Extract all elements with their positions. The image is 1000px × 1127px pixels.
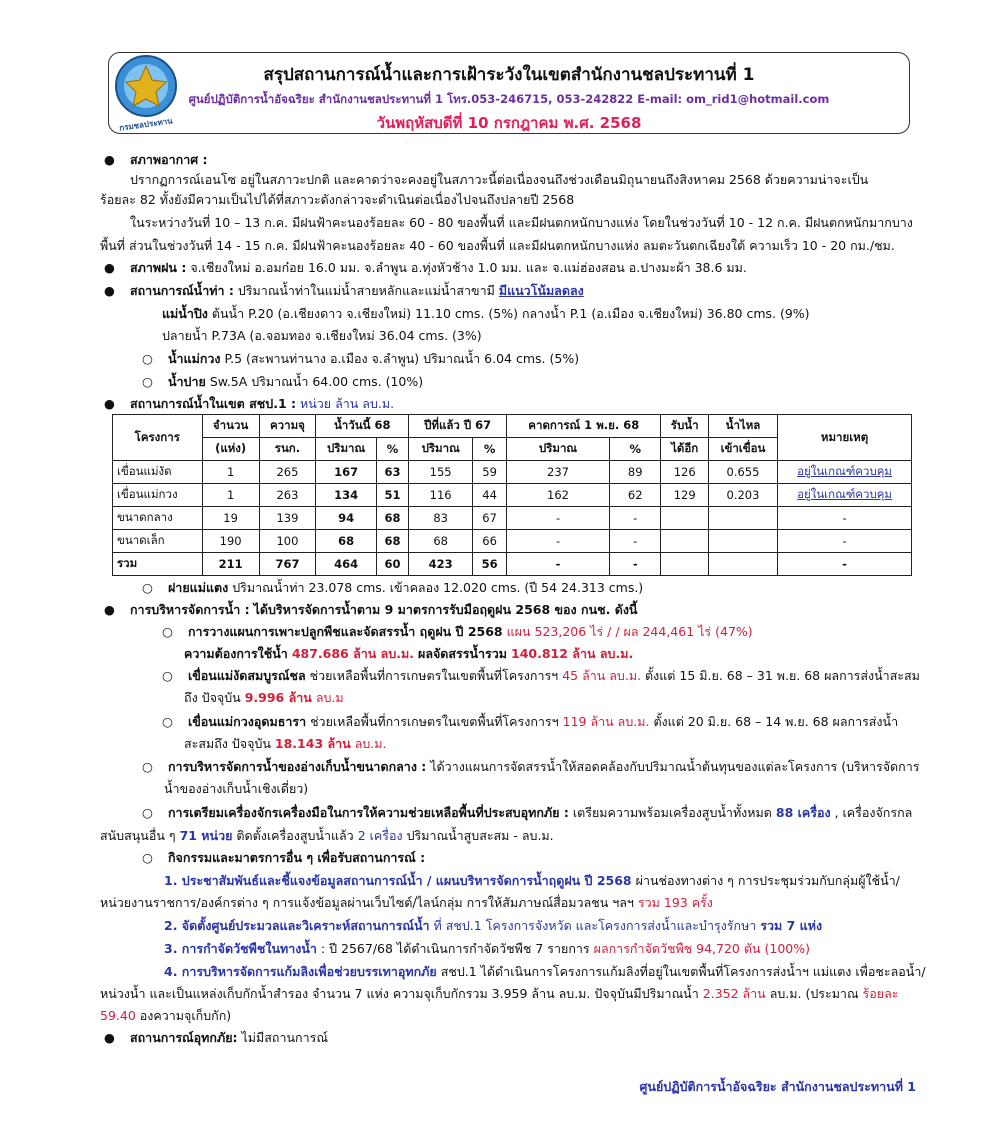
table-cell: 83 (409, 507, 473, 530)
dams-heading-line (104, 394, 394, 414)
rain-heading: สภาพฝน : (129, 260, 187, 275)
weather-p1b: ร้อยละ 82 ทั้งยังมีความเป็นไปได้ที่สภาวะดังกล่าวจะดำเนินต่อเนื่องไปจนถึงปลายปี 2568 (100, 192, 575, 207)
table-cell: 129 (661, 484, 708, 507)
a1-line-1 (164, 871, 900, 891)
ngat-text1: ช่วยเหลือพื้นที่การเกษตรในเขตพื้นที่โครงการฯ (309, 668, 559, 683)
table-cell: 116 (409, 484, 473, 507)
table-cell: 60 (376, 553, 408, 576)
rain-text: จ.เชียงใหม่ อ.อมก๋อย 16.0 มม. จ.ลำพูน อ.ทุ่งหัวช้าง 1.0 มม. และ จ.แม่ฮ่องสอน อ.ปางมะผ้า 38.6 มม. (190, 260, 747, 275)
flow-line (104, 281, 584, 301)
table-cell: 155 (409, 461, 473, 484)
table-cell: 62 (609, 484, 661, 507)
mid-label: การบริหารจัดการน้ำของอ่างเก็บน้ำขนาดกลาง : (167, 759, 427, 774)
need-value: 487.686 ล้าน ลบ.ม. (291, 646, 415, 661)
mid-text1: ได้วางแผนการจัดสรรน้ำให้สอดคล้องกับปริมาณน้ำต้นทุนของแต่ละโครงการ (บริหารจัดการ (430, 759, 920, 774)
kuangdam-label: เขื่อนแม่กวงอุดมธารา (187, 714, 307, 729)
mgmt-heading-text: ได้บริหารจัดการน้ำตาม 9 มาตรการรับมือฤดูฝน 2568 ของ กนช. ดังนี้ (253, 602, 638, 617)
dams-unit: หน่วย ล้าน ลบ.ม. (299, 396, 395, 411)
kuang-text: P.5 (สะพานท่านาง อ.เมือง จ.ลำพูน) ปริมาณน้ำ 6.04 cms. (5%) (224, 351, 580, 366)
table-cell: 1 (202, 484, 259, 507)
footer-signature: ศูนย์ปฏิบัติการน้ำอัจฉริยะ สำนักงานชลประทานที่ 1 (639, 1079, 916, 1094)
ping-line-1 (162, 304, 810, 324)
a1-text1: ผ่านช่องทางต่าง ๆ การประชุมร่วมกับกลุ่มผู้ใช้น้ำ/ (635, 873, 900, 888)
circle-bullet-icon: ○ (162, 624, 173, 639)
th-lastyear: ปีที่แล้ว ปี 67 (409, 415, 507, 438)
th-inflow2: เข้าเขื่อน (708, 438, 777, 461)
table-cell (708, 507, 777, 530)
table-cell: 68 (376, 530, 408, 553)
table-cell: 63 (376, 461, 408, 484)
header-contact: ศูนย์ปฏิบัติการน้ำอัจฉริยะ สำนักงานชลประทานที่ 1 โทร.053-246715, 053-242822 E-mail: om_rid1@hotmail.com (188, 92, 830, 106)
mid-text2: น้ำของอ่างเก็บน้ำเชิงเดี่ยว) (164, 781, 309, 796)
a1-label: 1. ประชาสัมพันธ์และชี้แจงข้อมูลสถานการณ์น้ำ / แผนบริหารจัดการน้ำฤดูฝน ปี 2568 (164, 873, 632, 888)
alloc-label: ผลจัดสรรน้ำรวม (418, 646, 508, 661)
table-row (113, 553, 912, 576)
flow-heading: สถานการณ์น้ำท่า : (129, 283, 234, 298)
table-cell: 56 (473, 553, 507, 576)
ngat-unit: ลบ.ม (315, 690, 344, 705)
th-vol: ปริมาณ (507, 438, 610, 461)
act-line (142, 848, 425, 868)
bullet-icon: ● (104, 260, 115, 275)
ngat-text2: ตั้งแต่ 15 มิ.ย. 68 – 31 พ.ย. 68 ผลการส่งน้ำสะสม (645, 668, 920, 683)
th-count2: (แห่ง) (202, 438, 259, 461)
circle-bullet-icon: ○ (142, 374, 153, 389)
report-date: วันพฤหัสบดีที่ 10 กรกฎาคม พ.ศ. 2568 (376, 114, 642, 132)
a3-label: 3. การกำจัดวัชพืชในทางน้ำ (164, 941, 317, 956)
ngat-label: เขื่อนแม่งัดสมบูรณ์ชล (187, 668, 306, 683)
a4-text3: ลบ.ม. (ประมาณ (769, 986, 859, 1001)
table-cell: 464 (316, 553, 377, 576)
mgmt-heading-line (104, 600, 637, 620)
table-cell: 237 (507, 461, 610, 484)
th-project: โครงการ (113, 415, 203, 461)
table-cell: 68 (376, 507, 408, 530)
plan-value: แผน 523,206 ไร่ / / ผล 244,461 ไร่ (47%) (506, 624, 753, 639)
th-forecast: คาดการณ์ 1 พ.ย. 68 (507, 415, 661, 438)
a4-text1: สชป.1 ได้ดำเนินการโครงการแก้มลิงที่อยู่ในเขตพื้นที่โครงการส่งน้ำฯ แม่แตง เพื่อชะลอน้ำ/ (440, 964, 926, 979)
header-box (108, 52, 910, 134)
table-cell: 0.203 (708, 484, 777, 507)
water-table (112, 414, 912, 576)
flood-text: ไม่มีสถานการณ์ (241, 1030, 328, 1045)
mach-label: การเตรียมเครื่องจักรเครื่องมือในการให้ความช่วยเหลือพื้นที่ประสบอุทกภัย : (167, 805, 569, 820)
table-cell: 67 (473, 507, 507, 530)
rain-line (104, 258, 747, 278)
table-cell: 51 (376, 484, 408, 507)
table-cell: 126 (661, 461, 708, 484)
table-cell: 44 (473, 484, 507, 507)
th-count: จำนวน (202, 415, 259, 438)
table-cell: - (609, 507, 661, 530)
fang-label: น้ำปาย (167, 374, 206, 389)
table-row (113, 484, 912, 507)
ping-label: แม่น้ำปิง (162, 306, 208, 321)
kuangdam-unit: ลบ.ม. (354, 736, 387, 751)
bullet-icon: ● (104, 602, 115, 617)
table-cell: 211 (202, 553, 259, 576)
fang-text: Sw.5A ปริมาณน้ำ 64.00 cms. (10%) (209, 374, 424, 389)
table-cell: 139 (259, 507, 316, 530)
th-receive2: ได้อีก (661, 438, 708, 461)
circle-bullet-icon: ○ (142, 805, 153, 820)
th-pct: % (473, 438, 507, 461)
need-label: ความต้องการใช้น้ำ (184, 646, 288, 661)
bullet-icon: ● (104, 1030, 115, 1045)
table-cell: - (609, 530, 661, 553)
th-today: น้ำวันนี้ 68 (316, 415, 409, 438)
alloc-value: 140.812 ล้าน ลบ.ม. (511, 646, 634, 661)
mach-text5: ปริมาณน้ำสูบสะสม - ลบ.ม. (406, 828, 554, 843)
table-cell: 134 (316, 484, 377, 507)
table-cell: 767 (259, 553, 316, 576)
a3-result: ผลการกำจัดวัชพืช 94,720 ตัน (100%) (593, 941, 810, 956)
remark-cell: อยู่ในเกณฑ์ควบคุม (778, 484, 912, 507)
table-cell: 190 (202, 530, 259, 553)
mach-line-2 (100, 826, 554, 846)
table-cell (708, 530, 777, 553)
weather-p2a: ในระหว่างวันที่ 10 – 13 ก.ค. มีฝนฟ้าคะนองร้อยละ 60 - 80 ของพื้นที่ และมีฝนตกหนักบางแห่ง โดยในช่วงวันที่ 10 - 12 ก.ค. มีฝนตกหนักมากบาง (130, 215, 913, 230)
a1-text2: หน่วยงานราชการ/องค์กรต่าง ๆ การแจ้งข้อมูลผ่านเว็บไซต์/ไลน์กลุ่ม การให้สัมภาษณ์สื่อมวลชน ฯลฯ (100, 895, 634, 910)
a4-current: 2.352 ล้าน (702, 986, 766, 1001)
table-cell (708, 553, 777, 576)
a4-line-2 (100, 984, 898, 1004)
kuangdam-text3: สะสมถึง ปัจจุบัน (184, 736, 271, 751)
bullet-icon: ● (104, 152, 115, 167)
mach-text2: , เครื่องจักรกล (834, 805, 913, 820)
flow-trend: มีแนวโน้มลดลง (498, 283, 584, 298)
weather-heading: สภาพอากาศ : (129, 152, 208, 167)
kuang-line (142, 349, 579, 369)
table-cell: รวม (113, 553, 203, 576)
mach-installed: 2 เครื่อง (357, 828, 403, 843)
a2-text: ที่ สชป.1 โครงการจังหวัด และโครงการส่งน้ำและบำรุงรักษา (433, 918, 757, 933)
table-cell: 1 (202, 461, 259, 484)
th-vol: ปริมาณ (316, 438, 377, 461)
th-cap: ความจุ (259, 415, 316, 438)
bullet-icon: ● (104, 396, 115, 411)
ngat-amount: 45 ล้าน ลบ.ม. (562, 668, 642, 683)
mgmt-heading: การบริหารจัดการน้ำ : (129, 602, 250, 617)
table-cell: 423 (409, 553, 473, 576)
a3-line (164, 939, 810, 959)
a2-total: รวม 7 แห่ง (760, 918, 823, 933)
table-row (113, 461, 912, 484)
ngat-line-2 (184, 688, 344, 708)
th-pct: % (376, 438, 408, 461)
mach-pumps: 88 เครื่อง (775, 805, 831, 820)
a4-text4: องความจุเก็บกัก) (139, 1008, 232, 1023)
table-cell: - (507, 507, 610, 530)
mach-line-1 (142, 803, 912, 823)
mach-text4: ติดตั้งเครื่องสูบน้ำแล้ว (236, 828, 354, 843)
weather-p1a: ปรากฏการณ์เอนโซ อยู่ในสภาวะปกติ และคาดว่าจะคงอยู่ในสภาวะนี้ต่อเนื่องจนถึงช่วงเดือนมิถุนายนถึงสิงหาคม 2568 ด้วยความน่าจะเป็น (130, 172, 869, 187)
table-cell: 94 (316, 507, 377, 530)
table-row (113, 507, 912, 530)
table-cell: 263 (259, 484, 316, 507)
remark-cell: อยู่ในเกณฑ์ควบคุม (778, 461, 912, 484)
ngat-line-1 (162, 666, 920, 686)
kuangdam-text1: ช่วยเหลือพื้นที่การเกษตรในเขตพื้นที่โครงการฯ (310, 714, 559, 729)
circle-bullet-icon: ○ (142, 580, 153, 595)
mach-text1: เตรียมความพร้อมเครื่องสูบน้ำทั้งหมด (572, 805, 772, 820)
table-cell: 100 (259, 530, 316, 553)
table-cell: เขื่อนแม่กวง (113, 484, 203, 507)
table-cell (661, 507, 708, 530)
a1-line-2 (100, 893, 713, 913)
th-vol: ปริมาณ (409, 438, 473, 461)
remark-cell: - (778, 507, 912, 530)
th-inflow: น้ำไหล (708, 415, 777, 438)
table-cell: - (507, 553, 610, 576)
ping-text-2: ปลายน้ำ P.73A (อ.จอมทอง จ.เชียงใหม่ 36.04 cms. (3%) (162, 328, 482, 343)
kuangdam-text2: ตั้งแต่ 20 มิ.ย. 68 – 14 พ.ย. 68 ผลการส่งน้ำ (653, 714, 899, 729)
plan-line (162, 622, 753, 642)
a4-pct2: 59.40 (100, 1008, 136, 1023)
th-pct: % (609, 438, 661, 461)
circle-bullet-icon: ○ (162, 668, 173, 683)
table-cell: 19 (202, 507, 259, 530)
kuang-label: น้ำแม่กวง (167, 351, 221, 366)
weir-line (142, 578, 643, 598)
circle-bullet-icon: ○ (142, 850, 153, 865)
table-cell: 265 (259, 461, 316, 484)
a3-text: : ปี 2567/68 ได้ดำเนินการกำจัดวัชพืช 7 รายการ (320, 941, 590, 956)
need-line (184, 644, 633, 664)
mach-units: 71 หน่วย (179, 828, 233, 843)
flood-heading: สถานการณ์อุทกภัย: (129, 1030, 238, 1045)
table-cell: 167 (316, 461, 377, 484)
weather-p2b: พื้นที่ ส่วนในช่วงวันที่ 14 - 15 ก.ค. มีฝนฟ้าคะนองร้อยละ 40 - 60 ของพื้นที่ และมีฝนตกหนักบางแห่ง ลมตะวันตกเฉียงใต้ ความเร็ว 10 - 20 กม./ชม. (100, 238, 895, 253)
table-cell: 68 (409, 530, 473, 553)
circle-bullet-icon: ○ (142, 759, 153, 774)
dams-heading: สถานการณ์น้ำในเขต สชป.1 : (129, 396, 296, 411)
a4-label: 4. การบริหารจัดการแก้มลิงเพื่อช่วยบรรเทาอุทกภัย (164, 964, 437, 979)
ping-text-1: ต้นน้ำ P.20 (อ.เชียงดาว จ.เชียงใหม่) 11.10 cms. (5%) กลางน้ำ P.1 (อ.เมือง จ.เชียงใหม่) 36.80 cms. (9%) (211, 306, 810, 321)
table-cell (661, 530, 708, 553)
a2-line (164, 916, 822, 936)
fang-line (142, 372, 423, 392)
flood-line (104, 1028, 328, 1048)
table-cell: ขนาดเล็ก (113, 530, 203, 553)
mach-text3: สนับสนุนอื่น ๆ (100, 828, 176, 843)
ngat-value: 9.996 ล้าน (244, 690, 312, 705)
kuangdam-line-2 (184, 734, 386, 754)
th-receive: รับน้ำ (661, 415, 708, 438)
a4-text2: หน่วงน้ำ และเป็นแหล่งเก็บกักน้ำสำรอง จำนวน 7 แห่ง ความจุเก็บกักรวม 3.959 ล้าน ลบ.ม. ปัจจุบันมีปริมาณน้ำ (100, 986, 699, 1001)
table-cell: 66 (473, 530, 507, 553)
weir-text: ปริมาณน้ำท่า 23.078 cms. เข้าคลอง 12.020 cms. (ปี 54 24.313 cms.) (232, 580, 644, 595)
kuangdam-amount: 119 ล้าน ลบ.ม. (562, 714, 650, 729)
a1-total: รวม 193 ครั้ง (637, 895, 713, 910)
weir-label: ฝายแม่แตง (167, 580, 229, 595)
table-cell: 162 (507, 484, 610, 507)
th-cap2: รนก. (259, 438, 316, 461)
table-cell: 59 (473, 461, 507, 484)
circle-bullet-icon: ○ (162, 714, 173, 729)
remark-cell: - (778, 553, 912, 576)
plan-label: การวางแผนการเพาะปลูกพืชและจัดสรรน้ำ ฤดูฝน ปี 2568 (187, 624, 503, 639)
remark-cell: - (778, 530, 912, 553)
table-cell: - (609, 553, 661, 576)
th-remark: หมายเหตุ (778, 415, 912, 461)
logo-caption: กรมชลประทาน (118, 116, 174, 133)
table-cell (661, 553, 708, 576)
flow-text: ปริมาณน้ำท่าในแม่น้ำสายหลักและแม่น้ำสาขามี (237, 283, 495, 298)
table-cell: 68 (316, 530, 377, 553)
a2-label: 2. จัดตั้งศูนย์ประมวลและวิเคราะห์สถานการณ์น้ำ (164, 918, 430, 933)
act-label: กิจกรรมและมาตรการอื่น ๆ เพื่อรับสถานการณ์ : (167, 850, 426, 865)
page-title: สรุปสถานการณ์น้ำและการเฝ้าระวังในเขตสำนักงานชลประทานที่ 1 (263, 65, 755, 85)
table-row (113, 530, 912, 553)
table-cell: - (507, 530, 610, 553)
kuangdam-line-1 (162, 712, 898, 732)
ngat-text3: ถึง ปัจจุบัน (184, 690, 241, 705)
bullet-icon: ● (104, 283, 115, 298)
weather-heading-line (104, 150, 208, 170)
table-cell: ขนาดกลาง (113, 507, 203, 530)
circle-bullet-icon: ○ (142, 351, 153, 366)
table-cell: 89 (609, 461, 661, 484)
table-cell: 0.655 (708, 461, 777, 484)
table-cell: เขื่อนแม่งัด (113, 461, 203, 484)
kuangdam-value: 18.143 ล้าน (274, 736, 351, 751)
a4-line-1 (164, 962, 926, 982)
a4-line-3 (100, 1006, 231, 1026)
mid-line-1 (142, 757, 919, 777)
a4-pct1: ร้อยละ (862, 986, 899, 1001)
